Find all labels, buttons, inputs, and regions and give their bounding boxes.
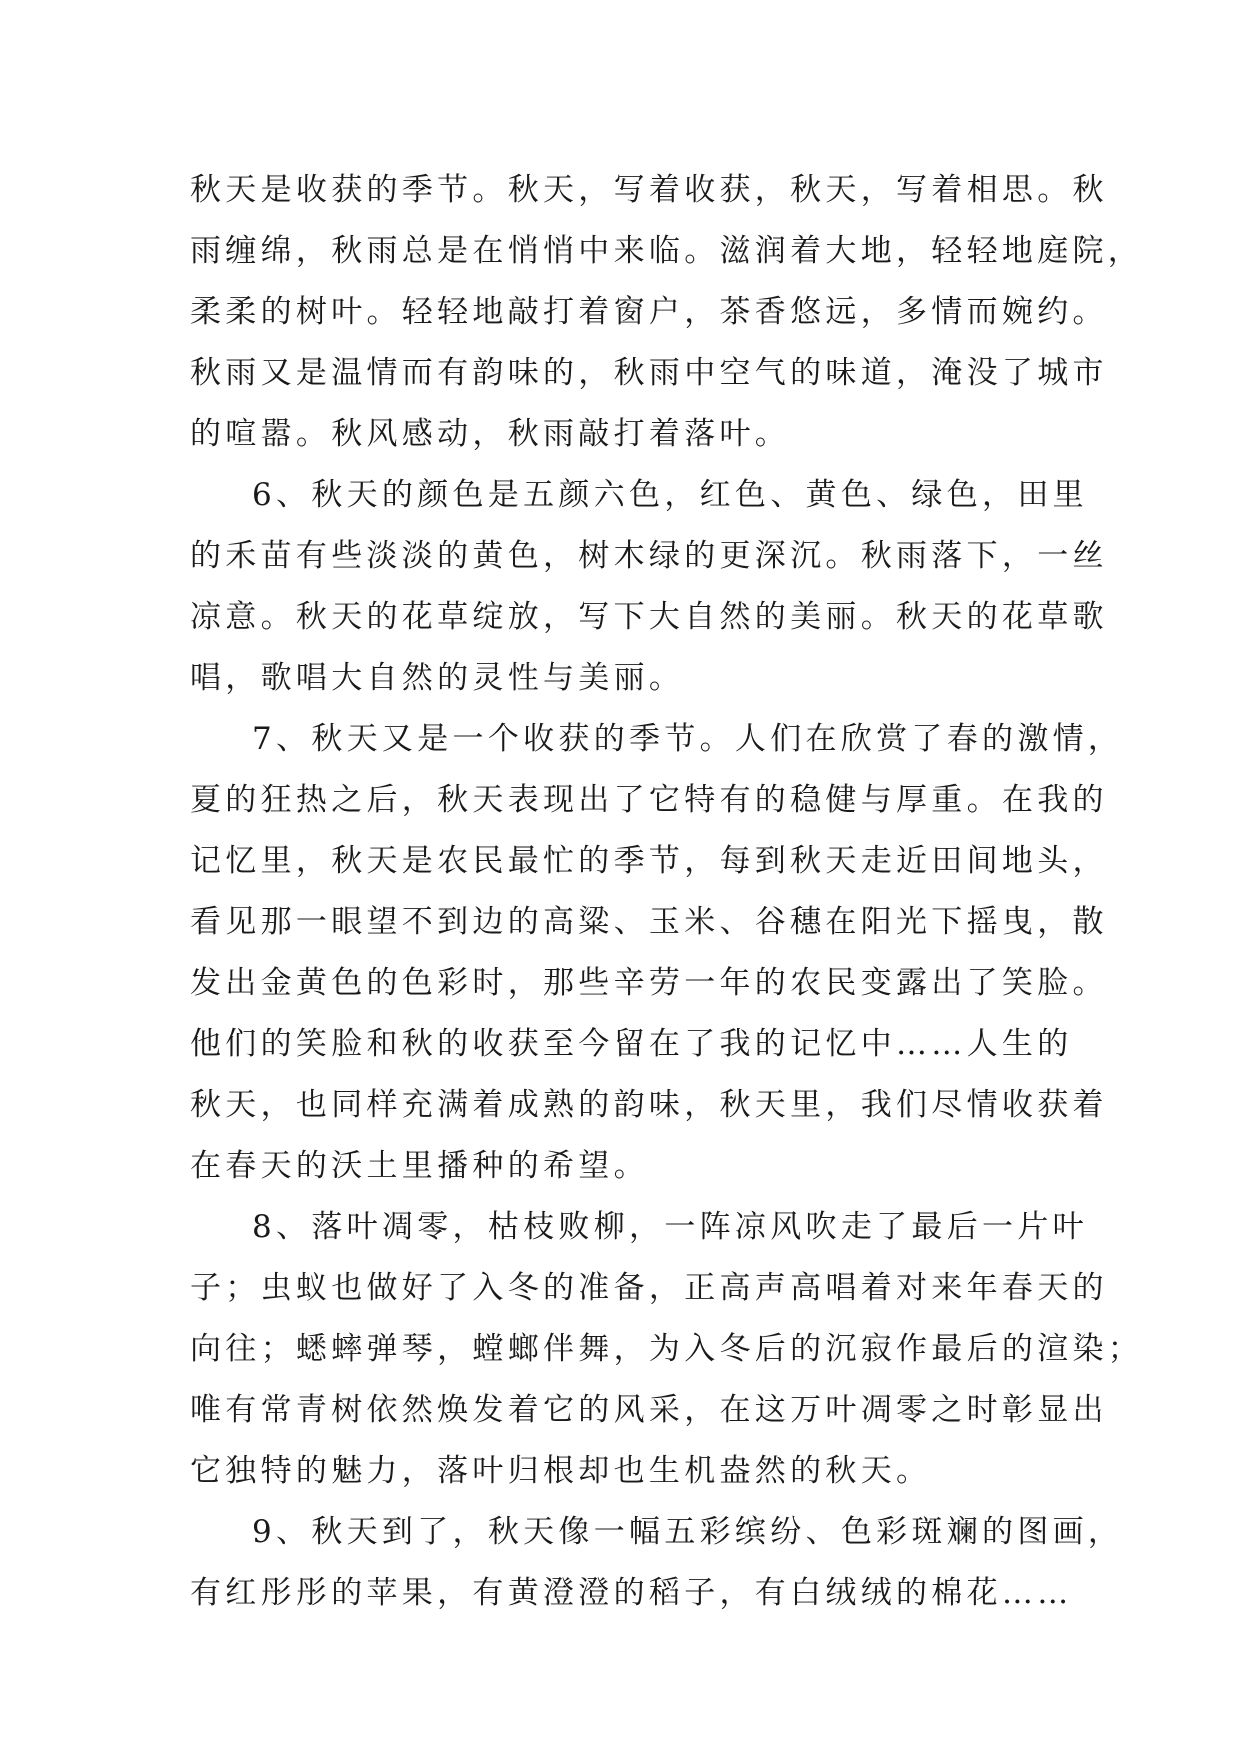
text-line: 子；虫蚁也做好了入冬的准备，正高声高唱着对来年春天的 xyxy=(190,1270,1108,1306)
text-line: 的禾苗有些淡淡的黄色，树木绿的更深沉。秋雨落下，一丝 xyxy=(190,538,1108,574)
paragraph xyxy=(190,1197,1144,1502)
text-line: 6、秋天的颜色是五颜六色，红色、黄色、绿色，田里 xyxy=(252,477,1088,513)
text-line: 秋雨又是温情而有韵味的，秋雨中空气的味道，淹没了城市 xyxy=(190,355,1108,391)
document-body xyxy=(190,160,1144,1624)
text-line: 唱，歌唱大自然的灵性与美丽。 xyxy=(190,660,685,696)
text-line: 7、秋天又是一个收获的季节。人们在欣赏了春的激情， xyxy=(252,721,1124,757)
paragraph xyxy=(190,709,1124,1197)
text-line: 唯有常青树依然焕发着它的风采，在这万叶凋零之时彰显出 xyxy=(190,1392,1108,1428)
text-line: 发出金黄色的色彩时，那些辛劳一年的农民变露出了笑脸。 xyxy=(190,965,1108,1001)
paragraph xyxy=(190,1502,1124,1624)
text-line: 9、秋天到了，秋天像一幅五彩缤纷、色彩斑斓的图画， xyxy=(252,1514,1124,1550)
text-line: 凉意。秋天的花草绽放，写下大自然的美丽。秋天的花草歌 xyxy=(190,599,1108,635)
text-line: 有红彤彤的苹果，有黄澄澄的稻子，有白绒绒的棉花…… xyxy=(190,1575,1073,1611)
text-line: 他们的笑脸和秋的收获至今留在了我的记忆中……人生的 xyxy=(190,1026,1073,1062)
text-line: 它独特的魅力，落叶归根却也生机盎然的秋天。 xyxy=(190,1453,932,1489)
text-line: 柔柔的树叶。轻轻地敲打着窗户，茶香悠远，多情而婉约。 xyxy=(190,294,1108,330)
text-line: 在春天的沃土里播种的希望。 xyxy=(190,1148,649,1184)
text-line: 雨缠绵，秋雨总是在悄悄中来临。滋润着大地，轻轻地庭院， xyxy=(190,233,1144,269)
text-line: 看见那一眼望不到边的高粱、玉米、谷穗在阳光下摇曳，散 xyxy=(190,904,1108,940)
paragraph xyxy=(190,160,1144,465)
text-line: 夏的狂热之后，秋天表现出了它特有的稳健与厚重。在我的 xyxy=(190,782,1108,818)
text-line: 记忆里，秋天是农民最忙的季节，每到秋天走近田间地头， xyxy=(190,843,1108,879)
text-line: 向往；蟋蟀弹琴，螳螂伴舞，为入冬后的沉寂作最后的渲染； xyxy=(190,1331,1144,1367)
text-line: 8、落叶凋零，枯枝败柳，一阵凉风吹走了最后一片叶 xyxy=(252,1209,1088,1245)
text-line: 秋天是收获的季节。秋天，写着收获，秋天，写着相思。秋 xyxy=(190,172,1108,208)
text-line: 的喧嚣。秋风感动，秋雨敲打着落叶。 xyxy=(190,416,791,452)
text-line: 秋天，也同样充满着成熟的韵味，秋天里，我们尽情收获着 xyxy=(190,1087,1108,1123)
paragraph xyxy=(190,465,1108,709)
